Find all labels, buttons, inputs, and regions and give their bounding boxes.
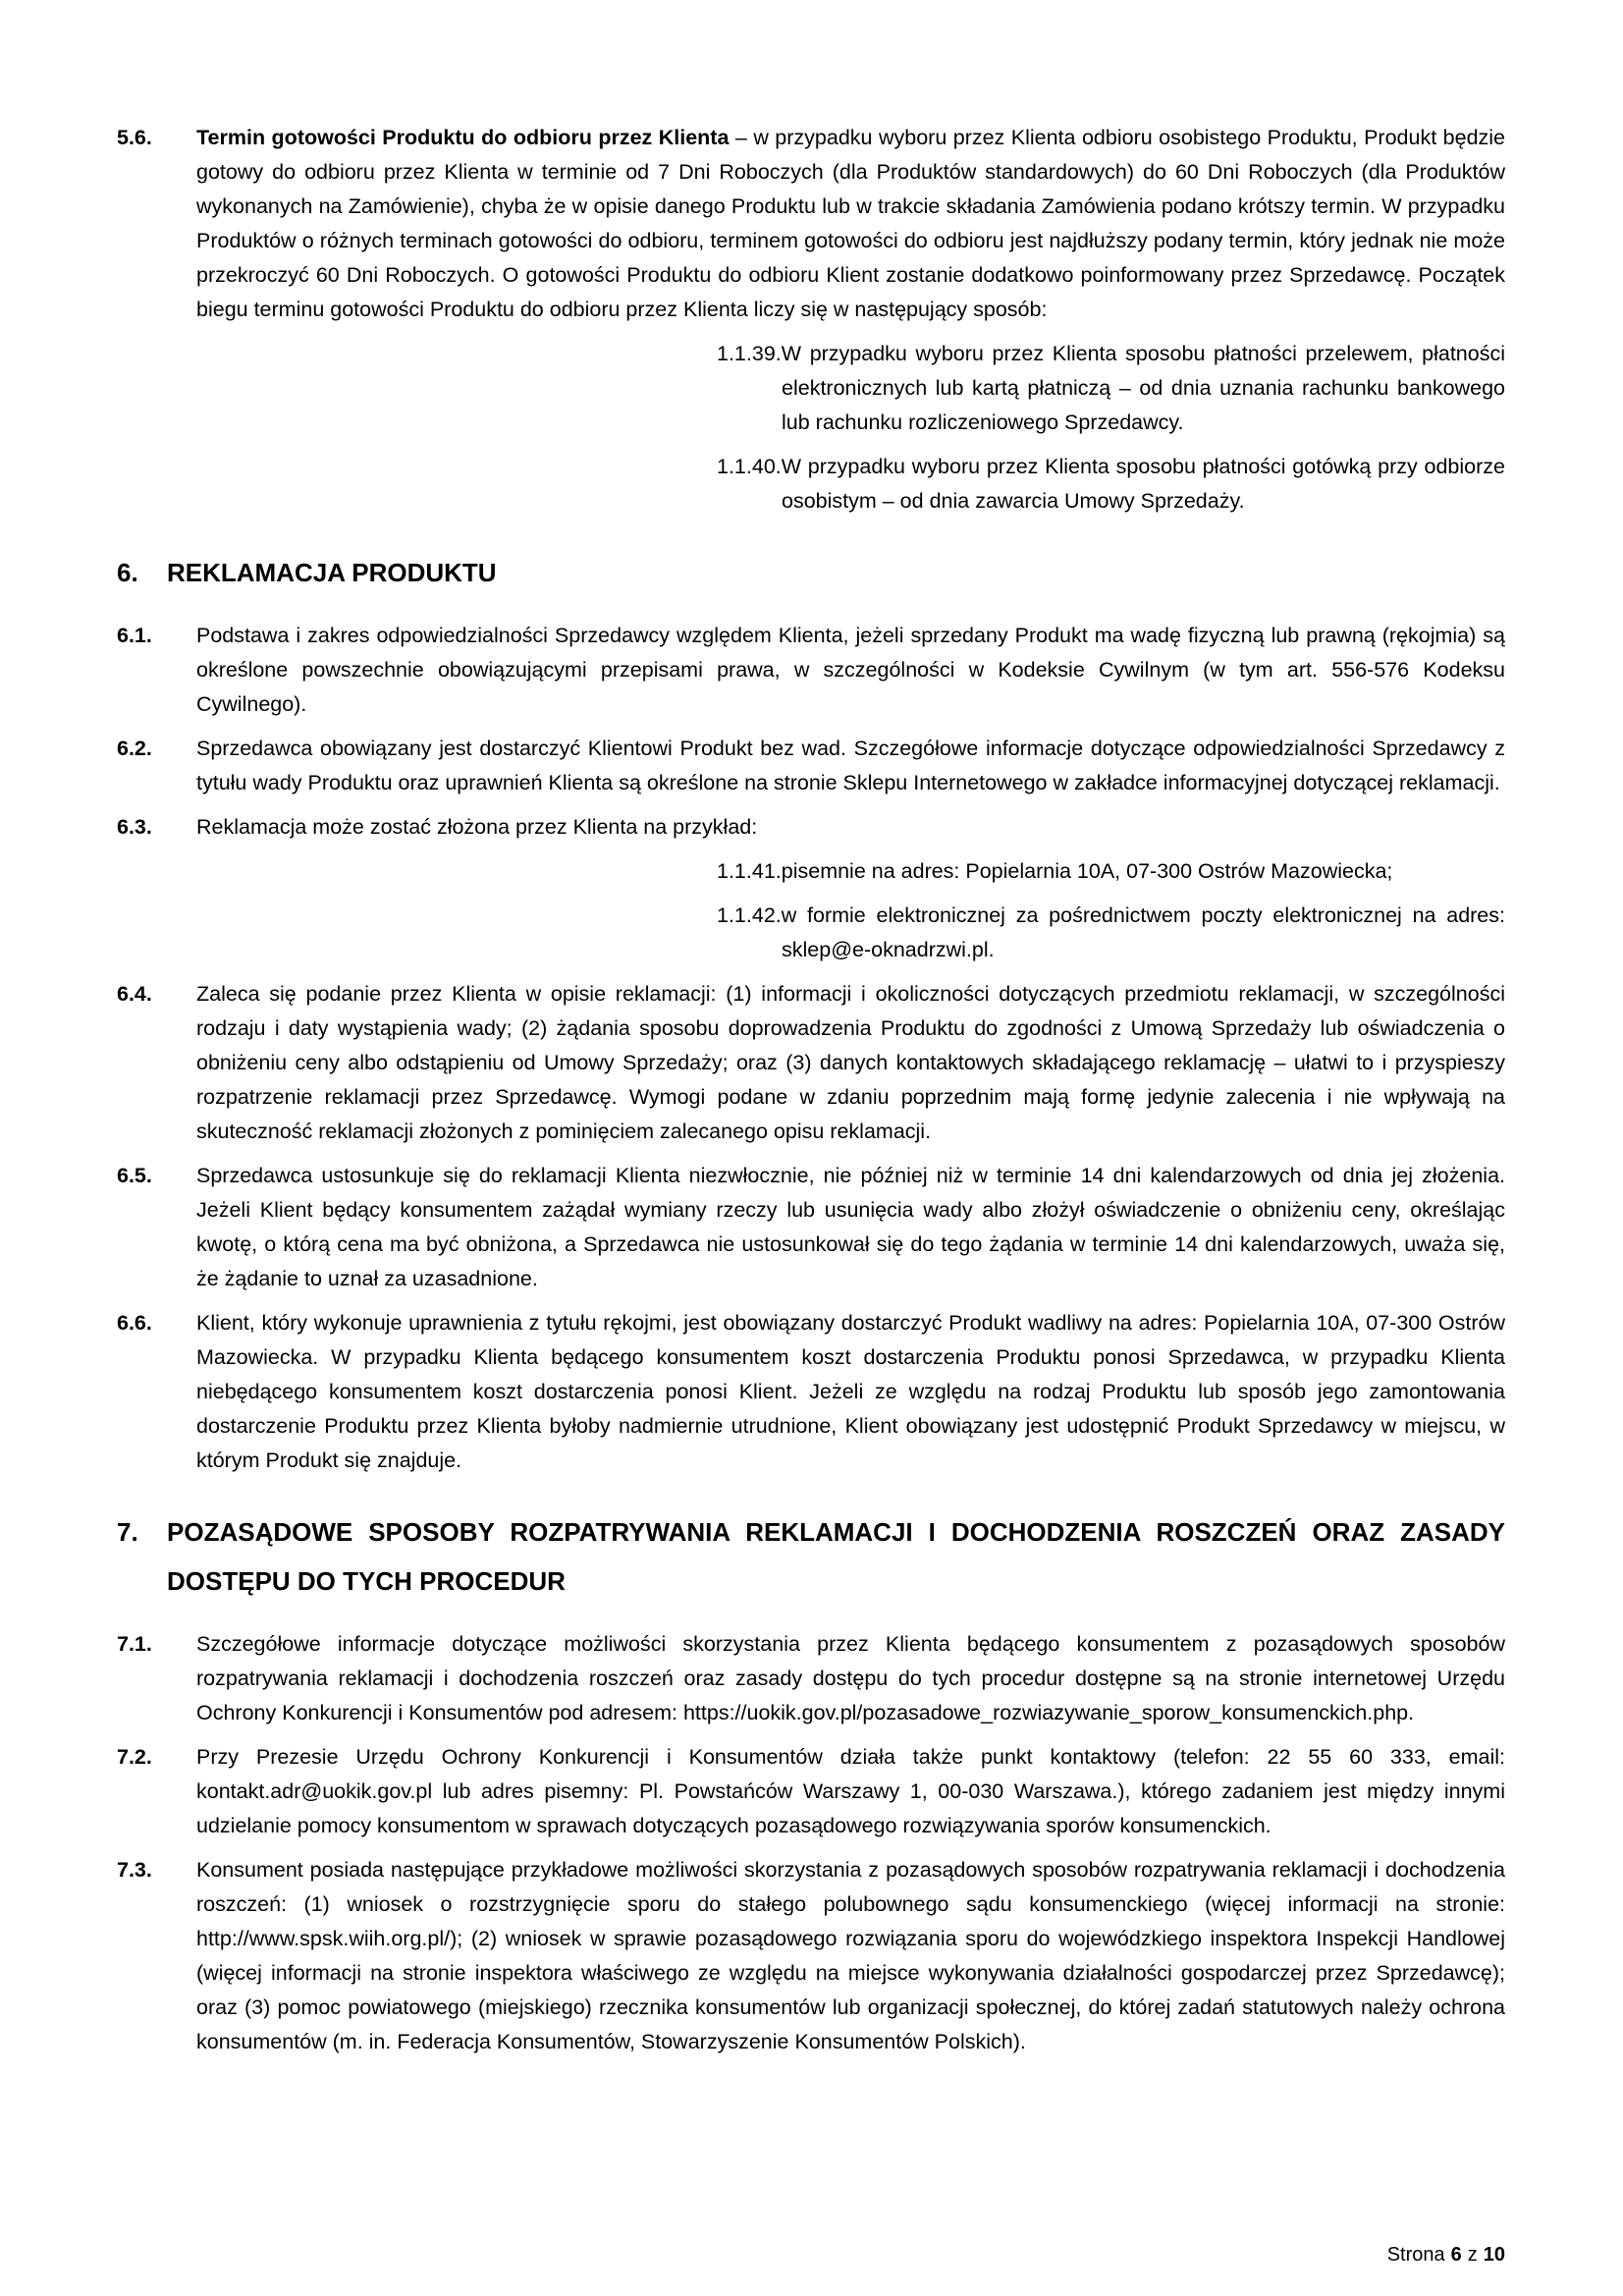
section-heading-number: 7. bbox=[117, 1517, 138, 1547]
list-item-text bbox=[196, 121, 1505, 327]
section-heading-title: POZASĄDOWE SPOSOBY ROZPATRYWANIA REKLAMACJI I DOCHODZENIA ROSZCZEŃ ORAZ ZASADY DOSTĘPU DO TYCH PROCEDUR bbox=[167, 1517, 1505, 1596]
list-item-7-3 bbox=[117, 1853, 1505, 2059]
list-item-text: Klient, który wykonuje uprawnienia z tytułu rękojmi, jest obowiązany dostarczyć Produkt wadliwy na adres: Popielarnia 10A, 07-300 Ostrów Mazowiecka. W przypadku Klienta będącego konsumentem koszt dostarczenia Produktu ponosi Sprzedawca, w przypadku Klienta niebędącego konsumentem koszt dostarczenia ponosi Klient. Jeżeli ze względu na rodzaj Produktu lub sposób jego zamontowania dostarczenie Produktu przez Klienta byłoby nadmiernie utrudnione, Klient obowiązany jest udostępnić Produkt Sprzedawcy w miejscu, w którym Produkt się znajduje. bbox=[196, 1311, 1505, 1472]
list-item-6-4 bbox=[117, 977, 1505, 1149]
sub-item-text: W przypadku wyboru przez Klienta sposobu płatności przelewem, płatności elektronicznych lub kartą płatniczą – od dnia uznania rachunku bankowego lub rachunku rozliczeniowego Sprzedawcy. bbox=[781, 342, 1505, 434]
footer-page-number: 6 bbox=[1450, 2244, 1462, 2266]
list-item-7-2 bbox=[117, 1740, 1505, 1843]
list-item-5-6 bbox=[117, 121, 1505, 327]
sub-item-number: 1.1.40. bbox=[717, 455, 782, 478]
list-item-text: Podstawa i zakres odpowiedzialności Sprzedawcy względem Klienta, jeżeli sprzedany Produkt ma wadę fizyczną lub prawną (rękojmia) są określone powszechnie obowiązującymi przepisami prawa, w szczególności w Kodeksie Cywilnym (w tym art. 556-576 Kodeksu Cywilnego). bbox=[196, 624, 1505, 716]
list-item-number: 6.4. bbox=[117, 982, 152, 1006]
list-item-text bbox=[196, 1627, 1505, 1730]
list-item-text: Sprzedawca obowiązany jest dostarczyć Klientowi Produkt bez wad. Szczegółowe informacje dotyczące odpowiedzialności Sprzedawcy z tytułu wady Produktu oraz uprawnień Klienta są określone na stronie Sklepu Internetowego w zakładce informacyjnej dotyczącej reklamacji. bbox=[196, 737, 1505, 794]
sub-item-number: 1.1.41. bbox=[717, 859, 782, 883]
list-item-text: Konsument posiada następujące przykładowe możliwości skorzystania z pozasądowych sposobów rozpatrywania reklamacji i dochodzenia roszczeń: (1) wniosek o rozstrzygnięcie sporu do stałego polubownego sądu konsumenckiego (więcej informacji na stronie: http://www.spsk.wiih.org.pl/); (2) wniosek w sprawie pozasądowego rozwiązania sporu do wojewódzkiego inspektora Inspekcji Handlowej (więcej informacji na stronie inspektora właściwego ze względu na miejsce wykonywania działalności gospodarczej przez Sprzedawcę); oraz (3) pomoc powiatowego (miejskiego) rzecznika konsumentów lub organizacji społecznej, do której zadań statutowych należy ochrona konsumentów (m. in. Federacja Konsumentów, Stowarzyszenie Konsumentów Polskich). bbox=[196, 1858, 1505, 2053]
list-item-text: Przy Prezesie Urzędu Ochrony Konkurencji i Konsumentów działa także punkt kontaktowy (telefon: 22 55 60 333, email: kontakt.adr@uokik.gov.pl lub adres pisemny: Pl. Powstańców Warszawy 1, 00-030 Warszawa.), którego zadaniem jest między innymi udzielanie pomocy konsumentom w sprawach dotyczących pozasądowego rozwiązywania sporów konsumenckich. bbox=[196, 1745, 1505, 1837]
footer-total-pages: 10 bbox=[1483, 2244, 1505, 2266]
sub-item-text: pisemnie na adres: Popielarnia 10A, 07-300 Ostrów Mazowiecka; bbox=[781, 859, 1393, 883]
list-item-number: 6.1. bbox=[117, 624, 152, 647]
list-item-number: 6.3. bbox=[117, 815, 152, 839]
list-item-number: 7.2. bbox=[117, 1745, 152, 1769]
list-item-text: Zaleca się podanie przez Klienta w opisie reklamacji: (1) informacji i okoliczności dotyczących przedmiotu reklamacji, w szczególności rodzaju i daty wystąpienia wady; (2) żądania sposobu doprowadzenia Produktu do zgodności z Umową Sprzedaży lub oświadczenia o obniżeniu ceny albo odstąpieniu od Umowy Sprzedaży; oraz (3) danych kontaktowych składającego reklamację – ułatwi to i przyspieszy rozpatrzenie reklamacji przez Sprzedawcę. Wymogi podane w zdaniu poprzednim mają formę jedynie zalecenia i nie wpływają na skuteczność reklamacji złożonych z pominięciem zalecanego opisu reklamacji. bbox=[196, 982, 1505, 1143]
sub-list-item-1-1-40 bbox=[717, 450, 1505, 519]
section-heading-6 bbox=[117, 548, 1505, 597]
list-item-6-6 bbox=[117, 1306, 1505, 1478]
sub-item-number: 1.1.42. bbox=[717, 903, 782, 927]
list-item-body: Szczegółowe informacje dotyczące możliwości skorzystania przez Klienta będącego konsumentem z pozasądowych sposobów rozpatrywania reklamacji i dochodzenia roszczeń oraz zasady dostępu do tych procedur dostępne są na stronie internetowej Urzędu Ochrony Konkurencji i Konsumentów pod adresem: bbox=[196, 1632, 1505, 1724]
list-item-bold-lead: Termin gotowości Produktu do odbioru przez Klienta bbox=[196, 126, 730, 149]
list-item-number: 6.5. bbox=[117, 1164, 152, 1187]
list-item-number: 6.6. bbox=[117, 1311, 152, 1335]
list-item-6-3 bbox=[117, 810, 1505, 845]
section-heading-7 bbox=[117, 1507, 1505, 1606]
list-item-6-5 bbox=[117, 1159, 1505, 1296]
footer-label: Strona bbox=[1386, 2244, 1445, 2266]
list-item-6-1 bbox=[117, 619, 1505, 722]
footer-separator: z bbox=[1467, 2244, 1478, 2266]
list-item-7-1 bbox=[117, 1627, 1505, 1730]
sub-item-text: W przypadku wyboru przez Klienta sposobu płatności gotówką przy odbiorze osobistym – od dnia zawarcia Umowy Sprzedaży. bbox=[781, 455, 1505, 513]
sub-list-item-1-1-42 bbox=[717, 899, 1505, 967]
sub-list-item-1-1-39 bbox=[717, 337, 1505, 440]
page-footer bbox=[1387, 2243, 1505, 2267]
uokik-url-text: https://uokik.gov.pl/pozasadowe_rozwiazywanie_sporow_konsumenckich.php. bbox=[682, 1701, 1415, 1724]
section-heading-title: REKLAMACJA PRODUKTU bbox=[167, 558, 497, 587]
list-item-text: Sprzedawca ustosunkuje się do reklamacji Klienta niezwłocznie, nie później niż w terminie 14 dni kalendarzowych od dnia jej złożenia. Jeżeli Klient będący konsumentem zażądał wymiany rzeczy lub usunięcia wady albo złożył oświadczenie o obniżeniu ceny, określając kwotę, o którą cena ma być obniżona, a Sprzedawca nie ustosunkował się do tego żądania w terminie 14 dni kalendarzowych, uważa się, że żądanie to uznał za uzasadnione. bbox=[196, 1164, 1505, 1290]
section-heading-number: 6. bbox=[117, 558, 138, 587]
list-item-text: Reklamacja może zostać złożona przez Klienta na przykład: bbox=[196, 815, 758, 839]
list-item-body: – w przypadku wyboru przez Klienta odbioru osobistego Produktu, Produkt będzie gotowy do odbioru przez Klienta w terminie od 7 Dni Roboczych (dla Produktów standardowych) do 60 Dni Roboczych (dla Produktów wykonanych na Zamówienie), chyba że w opisie danego Produktu lub w trakcie składania Zamówienia podano krótszy termin. W przypadku Produktów o różnych terminach gotowości do odbioru, terminem gotowości do odbioru jest najdłuższy podany termin, który jednak nie może przekroczyć 60 Dni Roboczych. O gotowości Produktu do odbioru Klient zostanie dodatkowo poinformowany przez Sprzedawcę. Początek biegu terminu gotowości Produktu do odbioru przez Klienta liczy się w następujący sposób: bbox=[196, 126, 1506, 321]
sub-item-text: w formie elektronicznej za pośrednictwem poczty elektronicznej na adres: sklep@e-oknadrzwi.pl. bbox=[781, 903, 1505, 961]
list-item-number: 5.6. bbox=[117, 126, 152, 149]
sub-list-item-1-1-41 bbox=[717, 854, 1505, 889]
list-item-number: 7.3. bbox=[117, 1858, 152, 1882]
list-item-number: 6.2. bbox=[117, 737, 152, 760]
list-item-number: 7.1. bbox=[117, 1632, 152, 1656]
list-item-6-2 bbox=[117, 732, 1505, 800]
sub-item-number: 1.1.39. bbox=[717, 342, 782, 365]
